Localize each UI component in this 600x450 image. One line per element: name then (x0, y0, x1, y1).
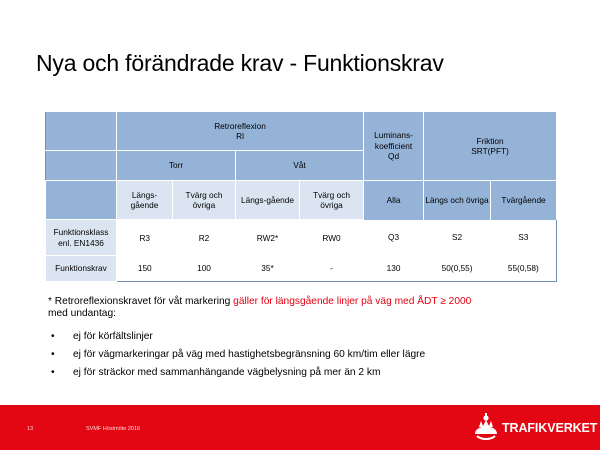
retro-header: Retroreflexion (214, 120, 266, 131)
table-cell: Q3 (364, 220, 424, 256)
footnote-text: * Retroreflexionskravet för våt markering (48, 296, 234, 307)
bullet-icon: • (51, 367, 55, 378)
list-item (48, 367, 425, 385)
bullet-icon: • (51, 331, 55, 342)
table-row (46, 220, 557, 256)
crown-icon (472, 412, 500, 442)
fric-header-cell (424, 112, 557, 181)
footnote-highlight: gäller för längsgående linjer på väg med ÅDT ≥ 2000 (233, 296, 472, 307)
requirements-table (45, 111, 557, 282)
retro-header-cell (117, 112, 364, 151)
table-cell: 50(0,55) (424, 256, 491, 282)
col-header: Längs-gående (236, 181, 300, 220)
col-header: Tvärg och övriga (300, 181, 364, 220)
table-cell: S2 (424, 220, 491, 256)
col-header: Tvärgående (491, 181, 557, 220)
exception-list (48, 331, 425, 385)
dry-header: Torr (117, 151, 236, 181)
table-cell: 150 (117, 256, 173, 282)
corner-cell-2 (46, 151, 117, 181)
list-item-text: ej för vägmarkeringar på väg med hastighetsbegränsning 60 km/tim eller lägre (73, 349, 426, 360)
row-header: Funktionsklass enl. EN1436 (46, 220, 117, 256)
retro-sub: Rl (236, 131, 244, 141)
trafikverket-logo (472, 412, 598, 442)
table-cell: R3 (117, 220, 173, 256)
col-header: Längs-gående (117, 181, 173, 220)
fric-sub: SRT(PFT) (471, 146, 509, 156)
footnote (48, 296, 568, 321)
fric-header: Friktion (476, 135, 504, 146)
footnote-tail: med undantag: (48, 308, 116, 320)
row-header: Funktionskrav (46, 256, 117, 282)
wet-header: Våt (236, 151, 364, 181)
table-header-row (46, 112, 557, 151)
lum-header-cell (364, 112, 424, 181)
bullet-icon: • (51, 349, 55, 360)
list-item-text: ej för sträckor med sammanhängande vägbelysning på mer än 2 km (73, 367, 381, 378)
list-item (48, 349, 425, 367)
table-cell: - (300, 256, 364, 282)
table-cell: 130 (364, 256, 424, 282)
table-cell: S3 (491, 220, 557, 256)
table-cell: RW2* (236, 220, 300, 256)
slide-title: Nya och förändrade krav - Funktionskrav (36, 50, 444, 76)
table-colheader-row (46, 181, 557, 220)
list-item-text: ej för körfältslinjer (73, 331, 153, 342)
col-header: Längs och övriga (424, 181, 491, 220)
col-header: Tvärg och övriga (173, 181, 236, 220)
lum-header: Luminans-koefficient (374, 130, 413, 151)
table-cell: 55(0,58) (491, 256, 557, 282)
corner-cell-3 (46, 181, 117, 220)
brand-name: TRAFIKVERKET (502, 421, 598, 435)
table-cell: R2 (173, 220, 236, 256)
col-header: Alla (364, 181, 424, 220)
corner-cell (46, 112, 117, 151)
lum-sub: Qd (387, 151, 400, 162)
table-row (46, 256, 557, 282)
list-item (48, 331, 425, 349)
event-name: SVMF Höstmöte 2016 (86, 426, 141, 432)
table-cell: 100 (173, 256, 236, 282)
table-cell: RW0 (300, 220, 364, 256)
page-number: 13 (27, 426, 34, 432)
table-cell: 35* (236, 256, 300, 282)
